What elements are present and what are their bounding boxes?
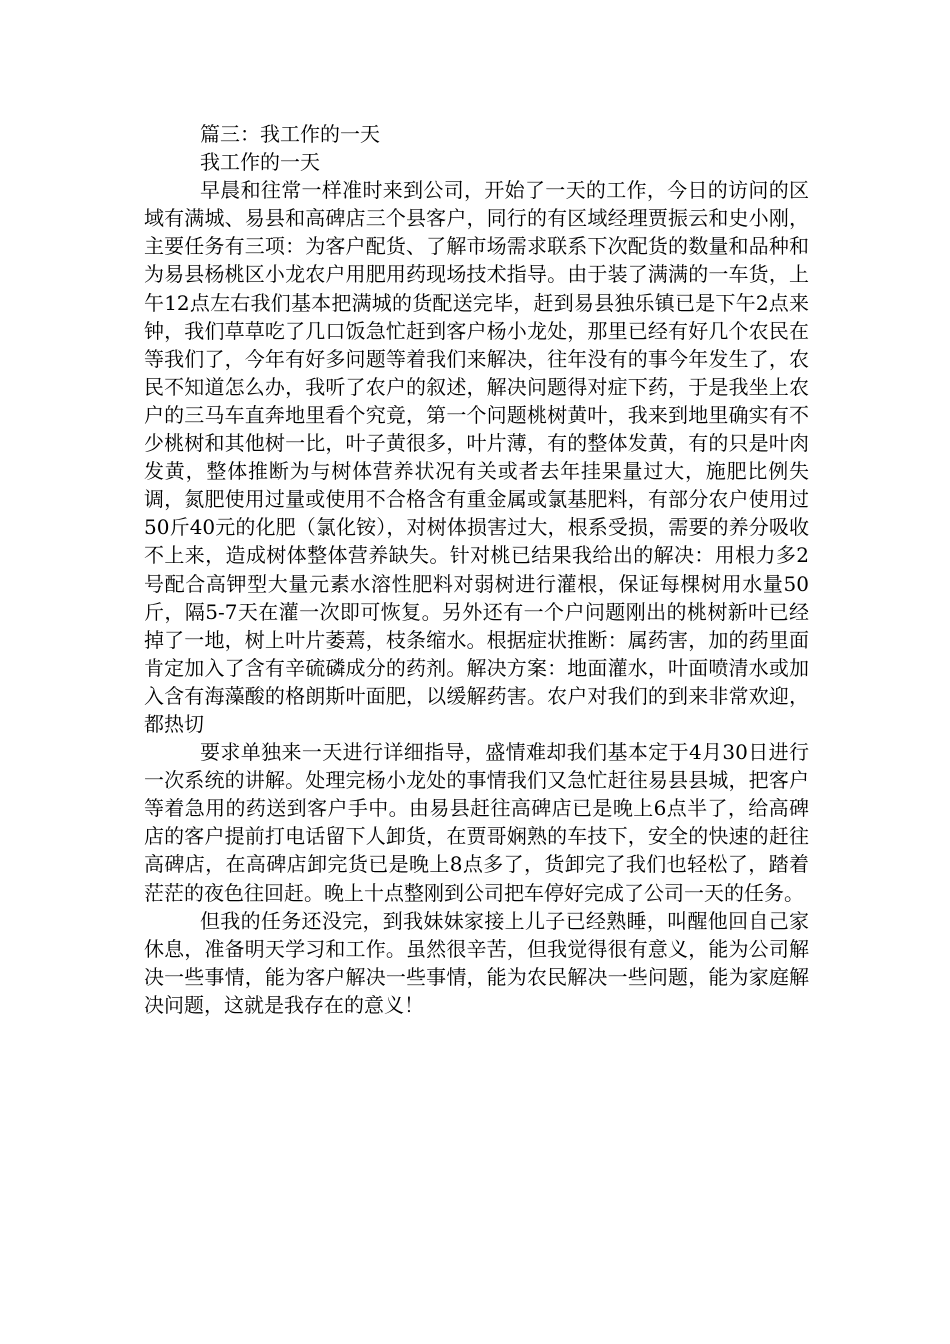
paragraph-1: 早晨和往常一样准时来到公司，开始了一天的工作，今日的访问的区域有满城、易县和高碑店三个县客户，同行的有区域经理贾振云和史小刚，主要任务有三项：为客户配货、了解市场需求联系下次配货的数量和品种和为易县杨桃区小龙农户用肥用药现场技术指导。由于装了满满的一车货，上午12点左右我们基本把满城的货配送完毕，赶到易县独乐镇已是下午2点来钟，我们草草吃了几口饭急忙赶到客户杨小龙处，那里已经有好几个农民在等我们了，今年有好多问题等着我们来解决，往年没有的事今年发生了，农民不知道怎么办，我听了农户的叙述，解决问题得对症下药，于是我坐上农户的三马车直奔地里看个究竟，第一个问题桃树黄叶，我来到地里确实有不少桃树和其他树一比，叶子黄很多，叶片薄，有的整体发黄，有的只是叶肉发黄，整体推断为与树体营养状况有关或者去年挂果量过大，施肥比例失调，氮肥使用过量或使用不合格含有重金属或氯基肥料，有部分农户使用过50斤40元的化肥（氯化铵），对树体损害过大，根系受损，需要的养分吸收不上来，造成树体整体营养缺失。针对桃已结果我给出的解决：用根力多2号配合高钾型大量元素水溶性肥料对弱树进行灌根，保证每棵树用水量50斤，隔5-7天在灌一次即可恢复。另外还有一个户问题刚出的桃树新叶已经掉了一地，树上叶片萎蔫，枝条缩水。根据症状推断：属药害，加的药里面肯定加入了含有辛硫磷成分的药剂。解决方案：地面灌水，叶面喷清水或加入含有海藻酸的格朗斯叶面肥，以缓解药害。农户对我们的到来非常欢迎，都热切 [144,178,809,736]
document-body [144,120,809,1019]
section-heading: 篇三：我工作的一天 [200,122,380,146]
document-title: 我工作的一天 [200,150,320,175]
paragraph-3: 但我的任务还没完，到我妹妹家接上儿子已经熟睡，叫醒他回自己家休息，准备明天学习和工作。虽然很辛苦，但我觉得很有意义，能为公司解决一些事情，能为客户解决一些事情，能为农民解决一些问题，能为家庭解决问题，这就是我存在的意义！ [144,908,809,1017]
paragraph-2: 要求单独来一天进行详细指导，盛情难却我们基本定于4月30日进行一次系统的讲解。处理完杨小龙处的事情我们又急忙赶往易县县城，把客户等着急用的药送到客户手中。由易县赶往高碑店已是晚上6点半了，给高碑店的客户提前打电话留下人卸货，在贾哥娴熟的车技下，安全的快速的赶往高碑店，在高碑店卸完货已是晚上8点多了，货卸完了我们也轻松了，踏着茫茫的夜色往回赶。晚上十点整刚到公司把车停好完成了公司一天的任务。 [144,740,809,905]
